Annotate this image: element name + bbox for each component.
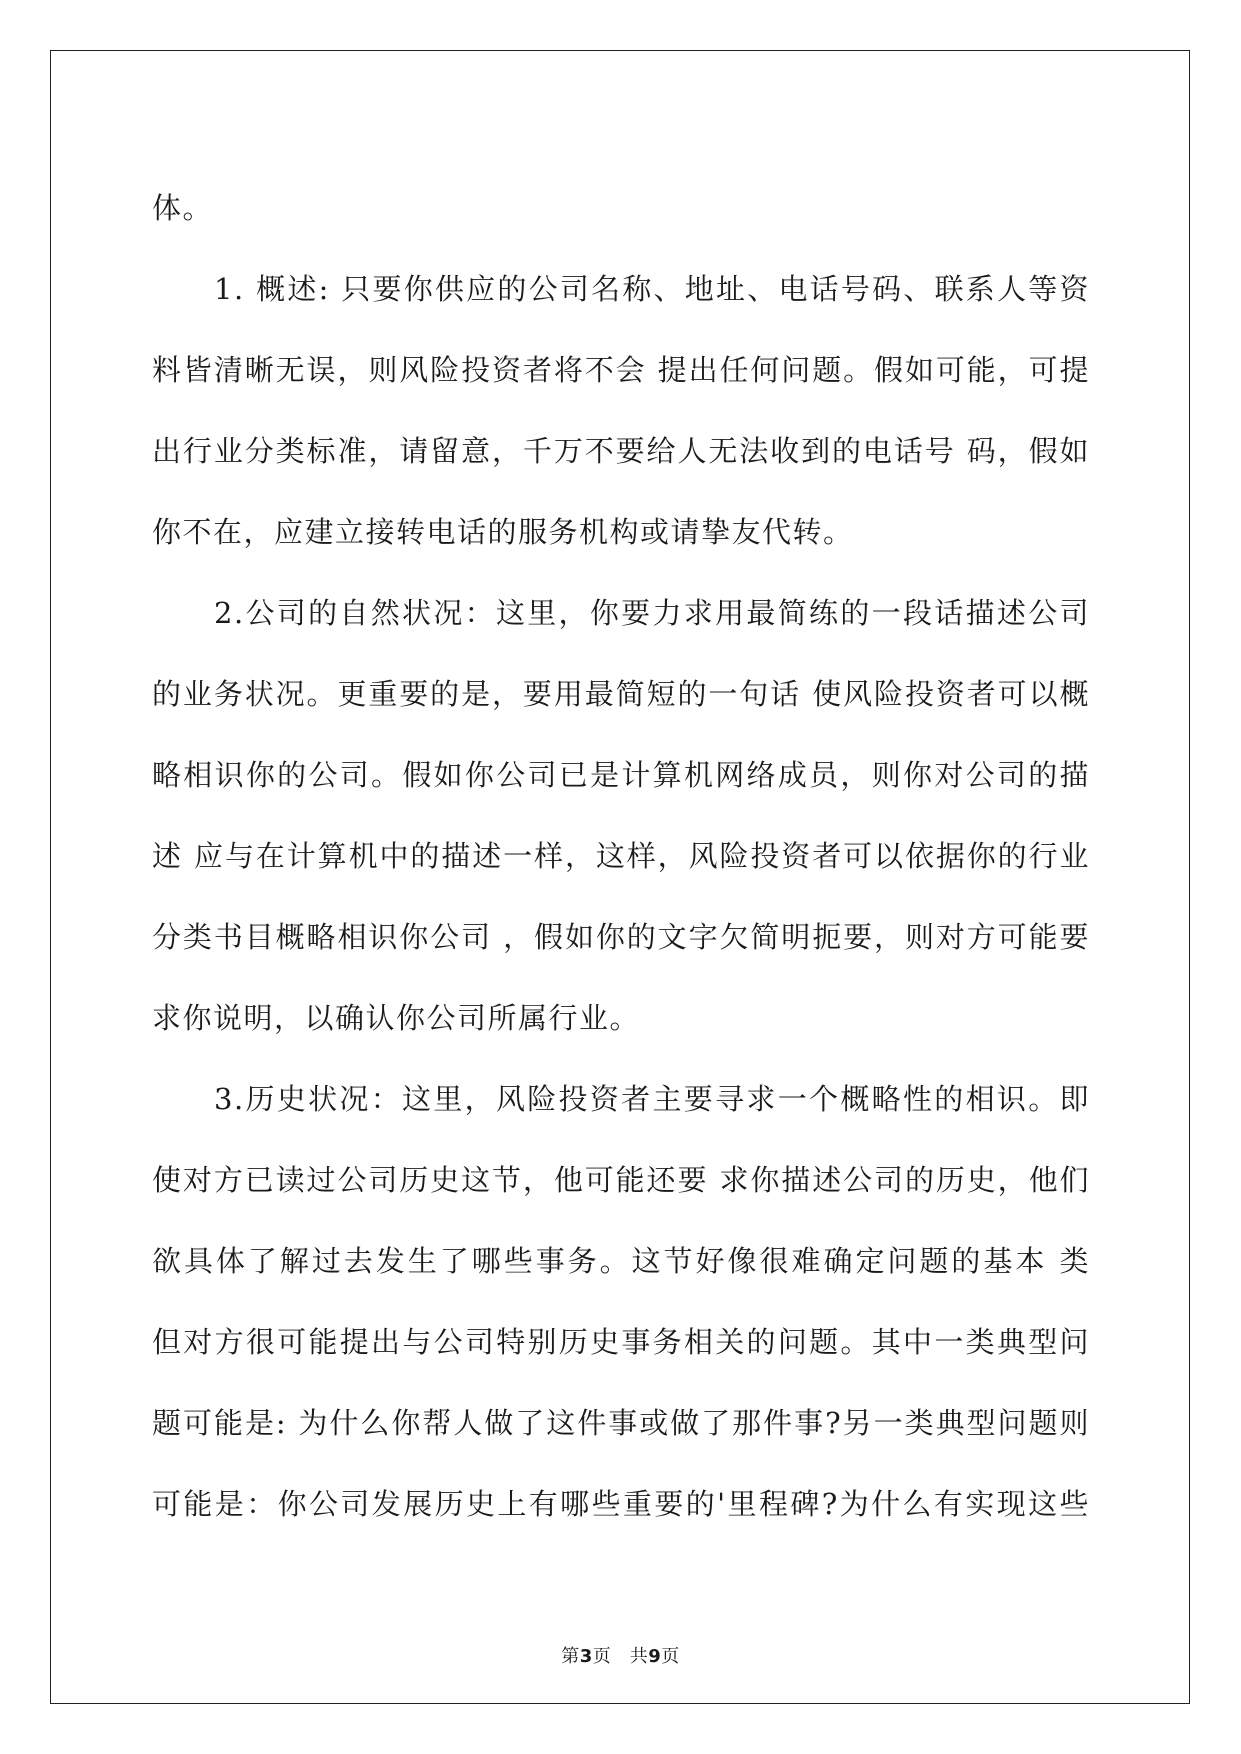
total-page-number: 9 (648, 1646, 662, 1667)
text-line: 的业务状况。更重要的是，要用最简短的一句话 使风险投资者可以概 (152, 677, 1090, 711)
footer-prefix: 第 (561, 1646, 580, 1667)
text-line: 1. 概述: 只要你供应的公司名称、地址、电话号码、联系人等资 (214, 272, 1090, 306)
text-line: 3.历史状况：这里，风险投资者主要寻求一个概略性的相识。即 (214, 1082, 1090, 1116)
footer-mid: 页 共 (592, 1646, 649, 1667)
text-line: 使对方已读过公司历史这节，他可能还要 求你描述公司的历史，他们 (152, 1163, 1090, 1197)
document-body (152, 168, 1090, 1545)
text-line: 出行业分类标准，请留意，千万不要给人无法收到的电话号 码，假如 (152, 434, 1090, 468)
current-page-number: 3 (579, 1646, 593, 1667)
text-line: 2.公司的自然状况：这里，你要力求用最简练的一段话描述公司 (214, 596, 1090, 630)
page-footer (0, 1642, 1241, 1668)
text-line: 体。 (152, 191, 214, 225)
text-line: 料皆清晰无误，则风险投资者将不会 提出任何问题。假如可能，可提 (152, 353, 1090, 387)
text-line: 你不在，应建立接转电话的服务机构或请挚友代转。 (152, 515, 854, 549)
text-line: 欲具体了解过去发生了哪些事务。这节好像很难确定问题的基本 类 (152, 1244, 1090, 1278)
text-line: 略相识你的公司。假如你公司已是计算机网络成员，则你对公司的描 (152, 758, 1090, 792)
text-line: 述 应与在计算机中的描述一样，这样，风险投资者可以依据你的行业 (152, 839, 1090, 873)
text-line: 但对方很可能提出与公司特别历史事务相关的问题。其中一类典型问 (152, 1325, 1090, 1359)
text-line: 求你说明，以确认你公司所属行业。 (152, 1001, 641, 1035)
footer-suffix: 页 (661, 1646, 680, 1667)
text-line: 分类书目概略相识你公司 ，假如你的文字欠简明扼要，则对方可能要 (152, 920, 1090, 954)
text-line: 题可能是: 为什么你帮人做了这件事或做了那件事?另一类典型问题则 (152, 1406, 1090, 1440)
text-line: 可能是：你公司发展历史上有哪些重要的'里程碑?为什么有实现这些 (152, 1487, 1090, 1521)
